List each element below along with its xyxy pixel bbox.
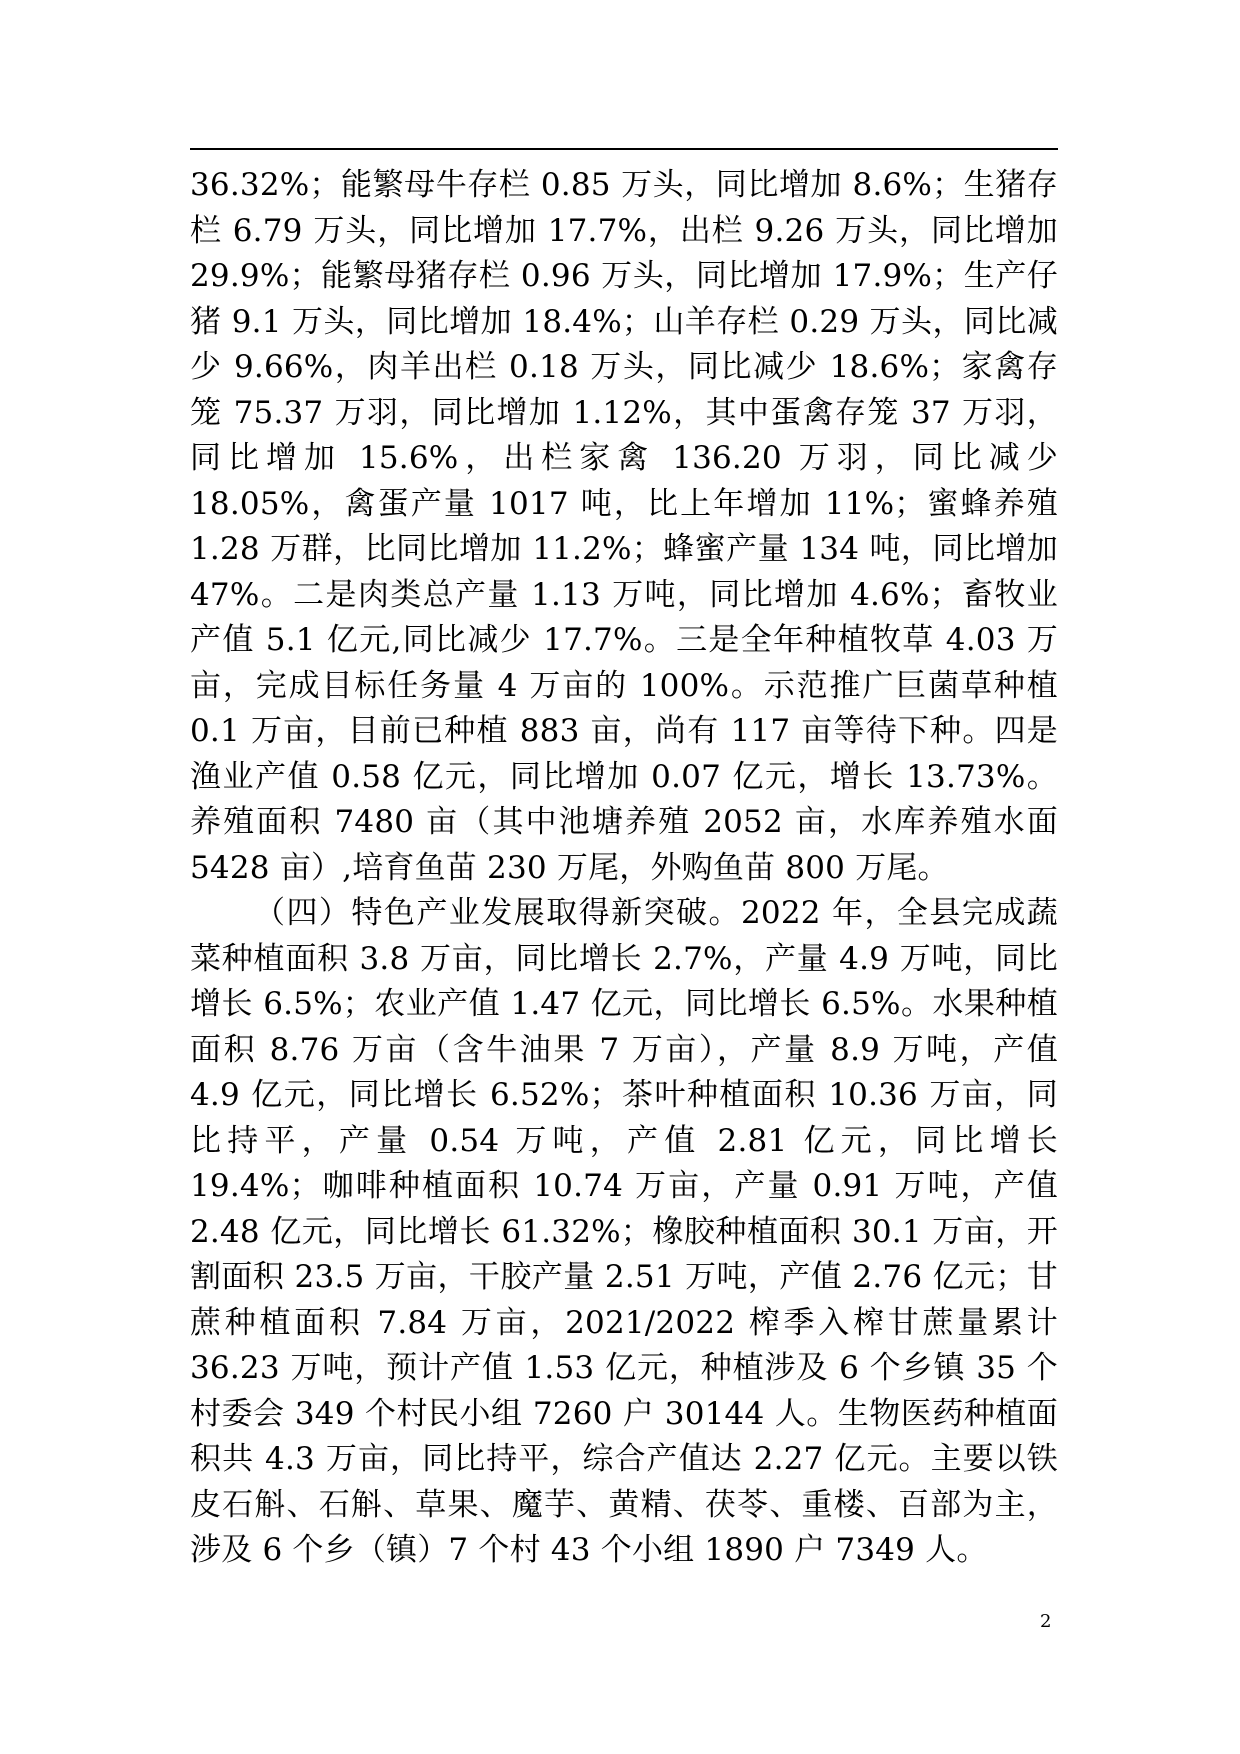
document-body	[190, 163, 1058, 1574]
page-number: 2	[1040, 1611, 1052, 1632]
paragraph-livestock-continued: 36.32%；能繁母牛存栏 0.85 万头，同比增加 8.6%；生猪存栏 6.79 万头，同比增加 17.7%，出栏 9.26 万头，同比增加 29.9%；能繁母猪存栏 0.96 万头，同比增加 17.9%；生产仔猪 9.1 万头，同比增加 18.4%；山羊存栏 0.29 万头，同比减少 9.66%，肉羊出栏 0.18 万头，同比减少 18.6%；家禽存笼 75.37 万羽，同比增加 1.12%，其中蛋禽存笼 37 万羽，同比增加 15.6%，出栏家禽 136.20 万羽，同比减少 18.05%，禽蛋产量 1017 吨，比上年增加 11%；蜜蜂养殖 1.28 万群，比同比增加 11.2%；蜂蜜产量 134 吨，同比增加 47%。二是肉类总产量 1.13 万吨，同比增加 4.6%；畜牧业产值 5.1 亿元,同比减少 17.7%。三是全年种植牧草 4.03 万亩，完成目标任务量 4 万亩的 100%。示范推广巨菌草种植 0.1 万亩，目前已种植 883 亩，尚有 117 亩等待下种。四是渔业产值 0.58 亿元，同比增加 0.07 亿元，增长 13.73%。养殖面积 7480 亩（其中池塘养殖 2052 亩，水库养殖水面 5428 亩）,培育鱼苗 230 万尾，外购鱼苗 800 万尾。	[190, 167, 1058, 886]
paragraph-specialty-industry: （四）特色产业发展取得新突破。2022 年，全县完成蔬菜种植面积 3.8 万亩，同比增长 2.7%，产量 4.9 万吨，同比增长 6.5%；农业产值 1.47 亿元，同比增长 6.5%。水果种植面积 8.76 万亩（含牛油果 7 万亩），产量 8.9 万吨，产值 4.9 亿元，同比增长 6.52%；茶叶种植面积 10.36 万亩，同比持平，产量 0.54 万吨，产值 2.81 亿元，同比增长 19.4%；咖啡种植面积 10.74 万亩，产量 0.91 万吨，产值 2.48 亿元，同比增长 61.32%；橡胶种植面积 30.1 万亩，开割面积 23.5 万亩，干胶产量 2.51 万吨，产值 2.76 亿元；甘蔗种植面积 7.84 万亩，2021/2022 榨季入榨甘蔗量累计 36.23 万吨，预计产值 1.53 亿元，种植涉及 6 个乡镇 35 个村委会 349 个村民小组 7260 户 30144 人。生物医药种植面积共 4.3 万亩，同比持平，综合产值达 2.27 亿元。主要以铁皮石斛、石斛、草果、魔芋、黄精、茯苓、重楼、百部为主，涉及 6 个乡（镇）7 个村 43 个小组 1890 户 7349 人。	[190, 895, 1058, 1568]
header-rule	[190, 148, 1058, 150]
